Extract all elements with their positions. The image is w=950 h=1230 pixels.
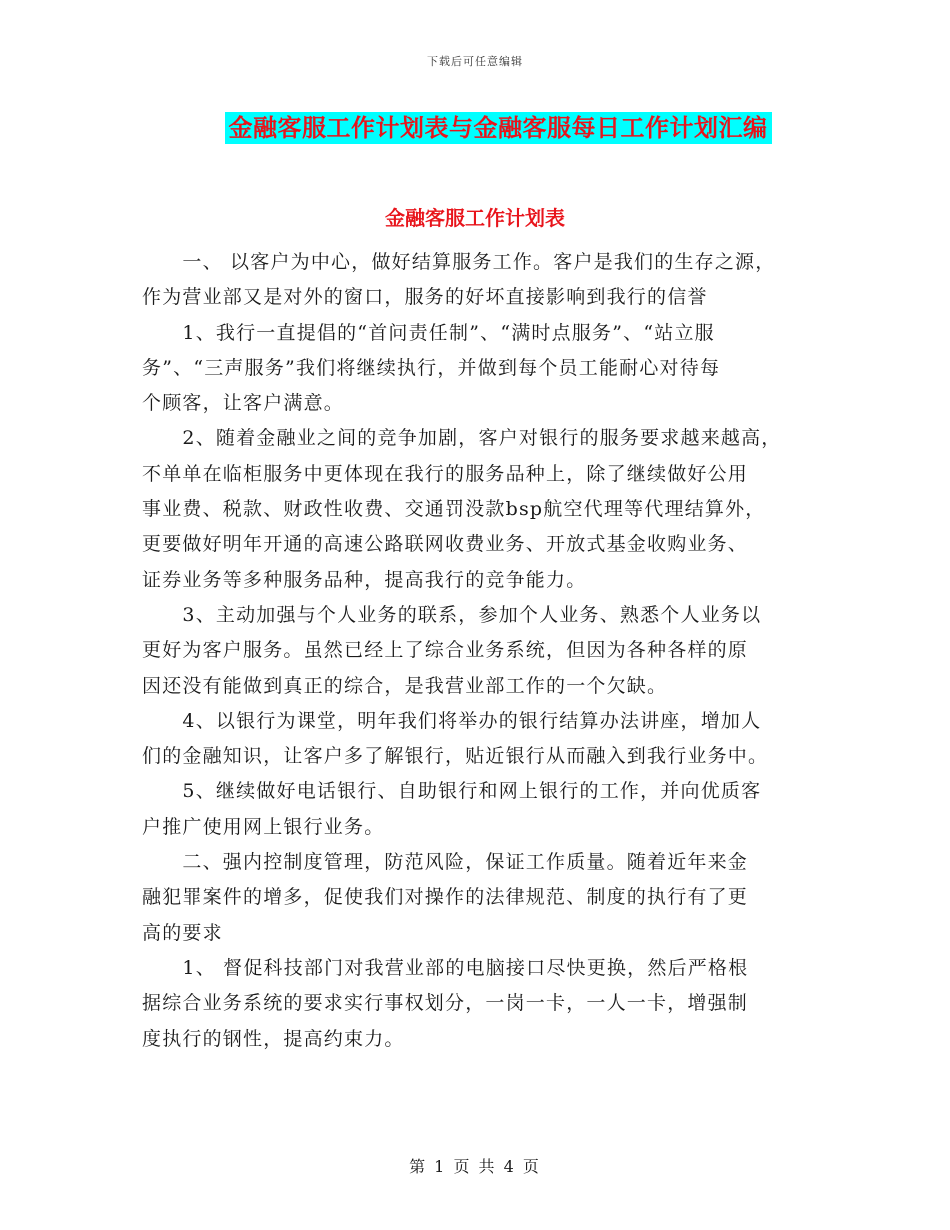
body-line: 3、主动加强与个人业务的联系，参加个人业务、熟悉个人业务以 [142,603,762,626]
body-line: 户推广使用网上银行业务。 [142,815,385,838]
document-title-container [0,112,950,144]
body-line: 二、强内控制度管理，防范风险，保证工作质量。随着近年来金 [142,851,749,874]
section-title: 金融客服工作计划表 [385,206,565,230]
body-line: 更好为客户服务。虽然已经上了综合业务系统，但因为各种各样的原 [142,639,749,662]
body-line: 事业费、税款、财政性收费、交通罚没款bsp航空代理等代理结算外， [142,498,766,521]
body-line: 因还没有能做到真正的综合，是我营业部工作的一个欠缺。 [142,674,668,697]
body-line: 融犯罪案件的增多，促使我们对操作的法律规范、制度的执行有了更 [142,886,749,909]
body-line: 5、继续做好电话银行、自助银行和网上银行的工作，并向优质客 [142,780,762,803]
body-line: 们的金融知识，让客户多了解银行，贴近银行从而融入到我行业务中。 [142,745,769,768]
body-line: 更要做好明年开通的高速公路联网收费业务、开放式基金收购业务、 [142,533,749,556]
page-footer-pagination: 第 1 页 共 4 页 [409,1157,541,1176]
body-line: 一、 以客户为中心，做好结算服务工作。客户是我们的生存之源， [142,251,776,273]
body-line: 作为营业部又是对外的窗口，服务的好坏直接影响到我行的信誉 [142,286,708,309]
body-line: 度执行的钢性，提高约束力。 [142,1027,405,1050]
body-line: 个顾客，让客户满意。 [142,392,345,415]
body-line: 2、随着金融业之间的竞争加剧，客户对银行的服务要求越来越高， [142,427,782,450]
body-line: 证券业务等多种服务品种，提高我行的竞争能力。 [142,568,587,591]
body-line: 1、我行一直提倡的“首问责任制”、“满时点服务”、“站立服 [142,321,715,344]
body-line: 4、以银行为课堂，明年我们将举办的银行结算办法讲座，增加人 [142,709,762,732]
document-body [142,245,822,1057]
body-line: 1、 督促科技部门对我营业部的电脑接口尽快更换，然后严格根 [142,956,749,979]
page-header-note: 下载后可任意编辑 [427,55,523,68]
body-line: 高的要求 [142,921,223,944]
body-line: 务”、“三声服务”我们将继续执行，并做到每个员工能耐心对待每 [142,356,721,379]
body-line: 据综合业务系统的要求实行事权划分，一岗一卡，一人一卡，增强制 [142,992,749,1015]
body-line: 不单单在临柜服务中更体现在我行的服务品种上，除了继续做好公用 [142,462,749,485]
document-title: 金融客服工作计划表与金融客服每日工作计划汇编 [225,112,772,144]
